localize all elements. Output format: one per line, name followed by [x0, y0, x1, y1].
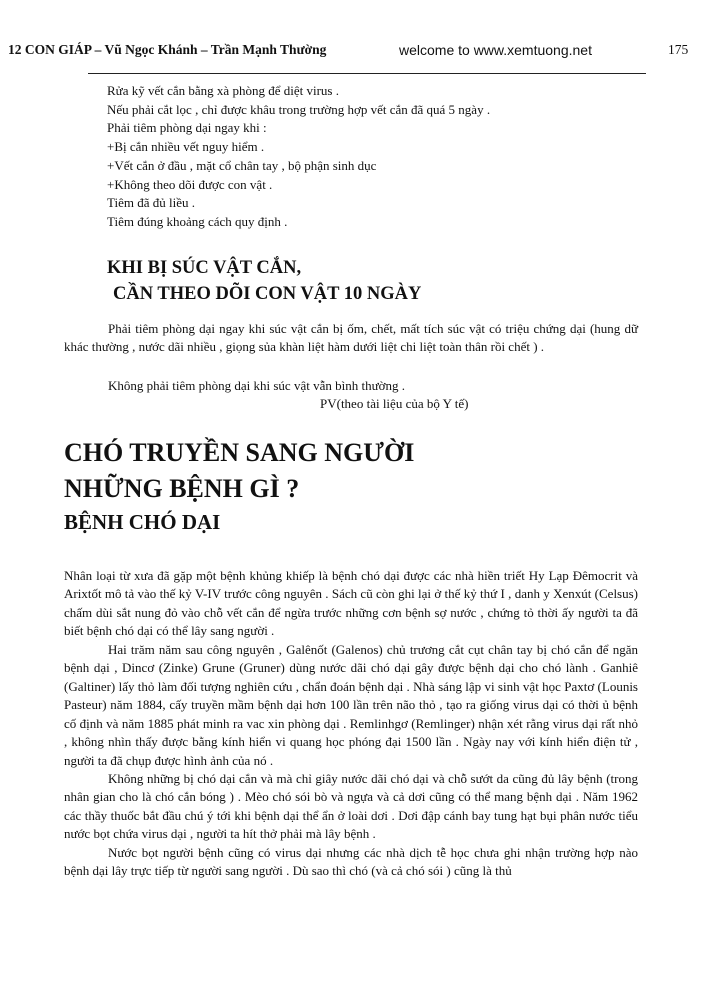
article-subtitle: BỆNH CHÓ DẠI	[64, 510, 221, 534]
paragraph: Nhân loại từ xưa đã gặp một bệnh khủng khiếp là bệnh chó dại được các nhà hiền triết Hy Lạp Đêmocrit và Arixtốt mô tả vào thế kỷ V-IV trước công nguyên . Sách cũ còn ghi lại ở thế kỷ thứ I , danh y Xenxút (Celsus) chấm dùi sắt nung đỏ vào chỗ vết cắn để ngừa trước những cơn bệnh sợ nước , chứng tỏ thời ấy người ta đã biết bệnh chó dại có thể lây sang người .	[64, 568, 638, 639]
section-heading-line1: KHI BỊ SÚC VẬT CẮN,	[107, 258, 302, 278]
header-divider	[88, 73, 646, 74]
article-title-line2: NHỮNG BỆNH GÌ ?	[64, 474, 300, 503]
site-link[interactable]: welcome to www.xemtuong.net	[399, 42, 592, 58]
article-title-line1: CHÓ TRUYỀN SANG NGƯỜI	[64, 438, 415, 467]
list-item: Rửa kỹ vết cắn bằng xà phòng để diệt virus .	[107, 83, 339, 98]
care-instructions-list	[107, 82, 490, 232]
list-item: Tiêm đúng khoảng cách quy định .	[107, 213, 288, 229]
running-header-title: 12 CON GIÁP – Vũ Ngọc Khánh – Trần Mạnh Thường	[8, 42, 327, 57]
article-body	[64, 567, 638, 881]
source-citation: PV(theo tài liệu của bộ Y tế)	[320, 396, 469, 411]
list-item: Tiêm đã đủ liều .	[107, 195, 195, 211]
list-item: Nếu phải cắt lọc , chỉ được khâu trong trường hợp vết cắn đã quá 5 ngày .	[107, 101, 491, 117]
list-item: Phải tiêm phòng dại ngay khi :	[107, 120, 267, 136]
paragraph: Phải tiêm phòng dại ngay khi súc vật cắn bị ốm, chết, mất tích súc vật có triệu chứng dại (hung dữ khác thường , nước dãi nhiều , giọng sủa khàn liệt hàm dưới liệt chi liệt toàn thân rồi chết ) .	[64, 321, 638, 355]
paragraph: Nước bọt người bệnh cũng có virus dại nhưng các nhà dịch tễ học chưa ghi nhận trường hợp nào bệnh dại lây trực tiếp từ người sang người . Dù sao thì chó (và cả chó sói ) cũng là thủ	[64, 844, 638, 879]
section-heading-line2: CẦN THEO DÕI CON VẬT 10 NGÀY	[113, 284, 422, 304]
list-item: +Bị cắn nhiều vết nguy hiểm .	[107, 139, 265, 155]
paragraph: Không phải tiêm phòng dại khi súc vật vẫn bình thường .	[108, 378, 405, 393]
paragraph: Không những bị chó dại cắn và mà chỉ giây nước dãi chó dại và chỗ sướt da cũng đủ lây bệnh (trong nhân gian cho là chó cắn bóng ) . Mèo chó sói bò và ngựa và cả dơi cũng có thể mang bệnh dại . Năm 1962 các thầy thuốc bắt đầu chú ý tới khi bệnh dại thể ẩn ở loài dơi . Dơi đập cánh bay tung hạt bụi phân nước tiểu nước bọt chứa virus dại , người ta hít thở phải mà lây bệnh .	[64, 770, 638, 842]
list-item: +Vết cắn ở đầu , mặt cổ chân tay , bộ phận sinh dục	[107, 157, 377, 173]
list-item: +Không theo dõi được con vật .	[107, 176, 273, 192]
page-number: 175	[668, 42, 689, 57]
paragraph: Hai trăm năm sau công nguyên , Galênốt (Galenos) chủ trương cắt cụt chân tay bị chó cắn để ngăn bệnh dại , Dincơ (Zinke) Grune (Gruner) dùng nước dãi chó dại gây được bệnh dại cho chó lành . Ganhiê (Galtiner) lấy thỏ làm đối tượng nghiên cứu , chẩn đoán bệnh dại . Nhà sáng lập vi sinh vật học Paxtơ (Lounis Pasteur) năm 1884, cấy truyền mầm bệnh dại hơn 100 lần trên não thỏ , tạo ra giống virus dại có thời ủ bệnh cố định và năm 1885 phát minh ra vac xin phòng dại . Remlinhgơ (Remlinger) nhận xét rằng virus dại rất nhỏ , không nhìn thấy được bằng kính hiển vi quang học phóng đại 1500 lần . Ngày nay với kính hiển điện tử , người ta đã chụp được hình ảnh của nó .	[64, 641, 638, 768]
